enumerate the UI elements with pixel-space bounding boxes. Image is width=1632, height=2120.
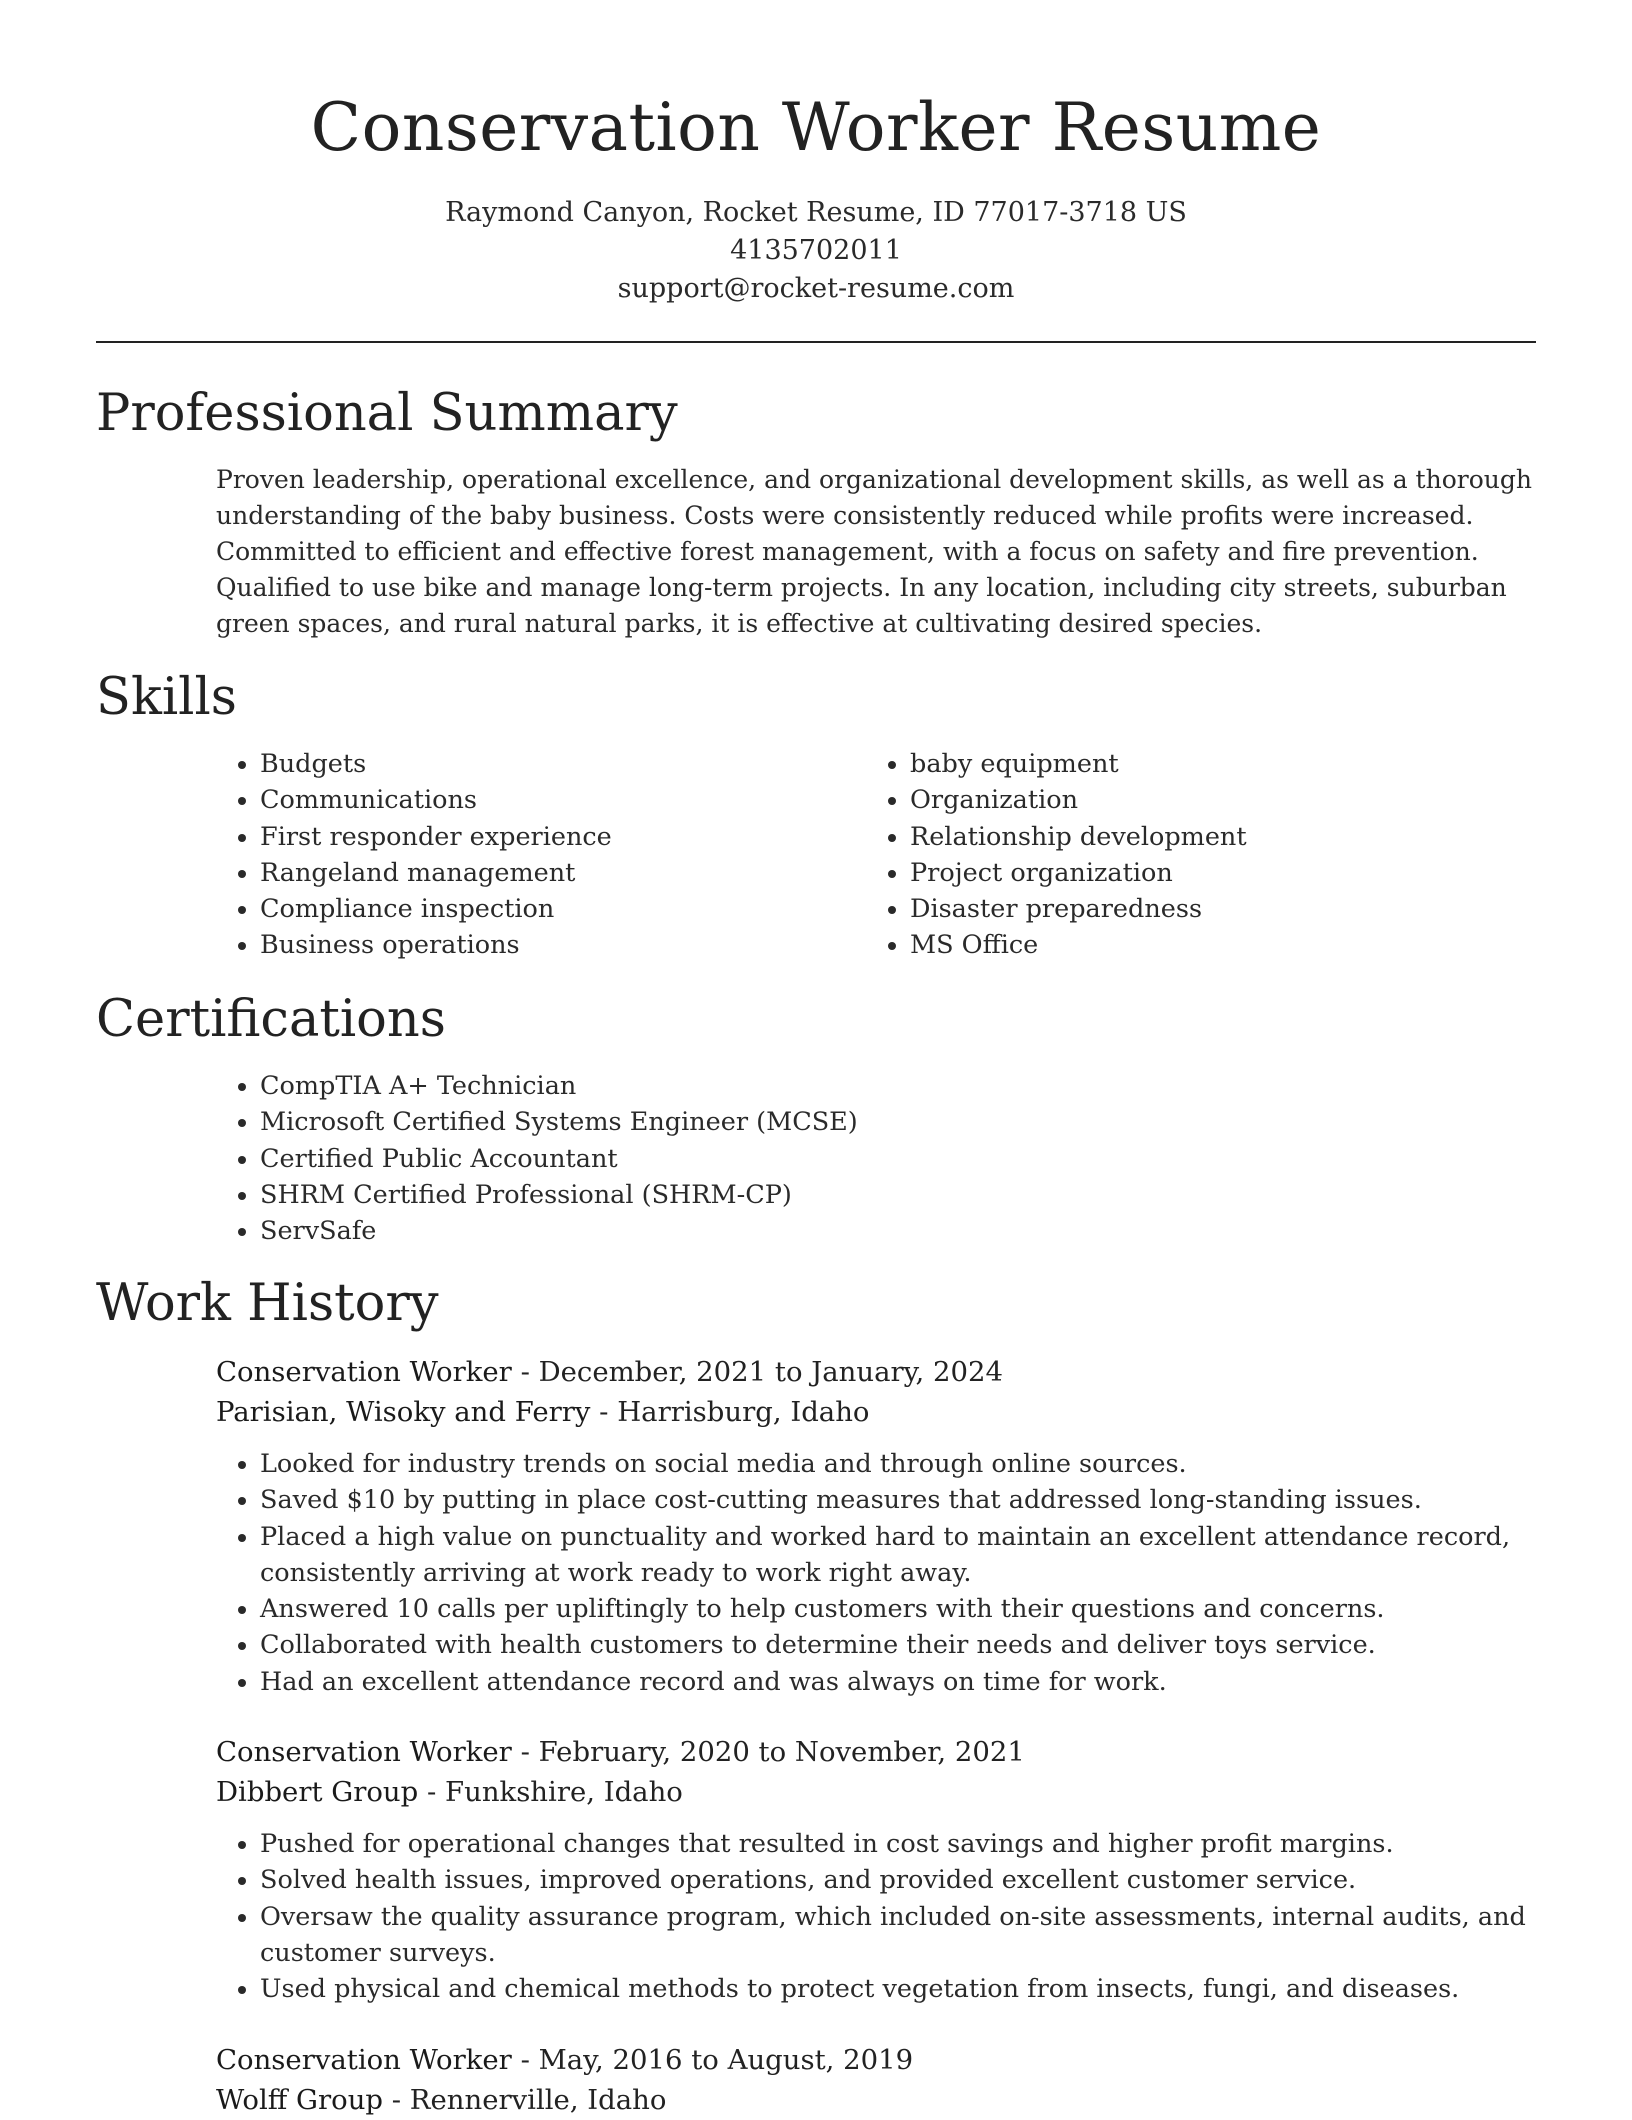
contact-address: Raymond Canyon, Rocket Resume, ID 77017-3718 US bbox=[445, 197, 1187, 228]
skill-item: • Organization bbox=[910, 782, 1510, 818]
job-title: Conservation Worker bbox=[216, 2044, 512, 2076]
job-title: Conservation Worker bbox=[216, 1736, 512, 1768]
job-location: Funkshire, Idaho bbox=[445, 1776, 683, 1808]
separator: - bbox=[511, 2044, 539, 2076]
job-company: Wolff Group bbox=[216, 2084, 384, 2116]
skills-heading: Skills bbox=[96, 668, 237, 727]
skill-item: • Relationship development bbox=[910, 819, 1510, 855]
skill-item: • Project organization bbox=[910, 855, 1510, 891]
skill-item: • Communications bbox=[260, 782, 860, 818]
job-company-line bbox=[216, 2080, 666, 2120]
skill-item: • baby equipment bbox=[910, 746, 1510, 782]
job-duty-item: • Looked for industry trends on social media and through online sources. bbox=[260, 1446, 1580, 1482]
skill-item: • Budgets bbox=[260, 746, 860, 782]
job-duty-item: • Answered 10 calls per upliftingly to help customers with their questions and concerns. bbox=[260, 1591, 1580, 1627]
skills-list-left bbox=[216, 746, 860, 964]
skill-item: • First responder experience bbox=[260, 819, 860, 855]
job-company-line bbox=[216, 1772, 683, 1812]
certifications-list bbox=[216, 1068, 1540, 1249]
certification-item: • ServSafe bbox=[260, 1213, 1540, 1249]
job-location: Harrisburg, Idaho bbox=[617, 1396, 870, 1428]
header-divider bbox=[96, 341, 1536, 343]
skill-item: • Compliance inspection bbox=[260, 891, 860, 927]
job-duty-item: • Used physical and chemical methods to protect vegetation from insects, fungi, and diseases. bbox=[260, 1971, 1580, 2007]
certification-item: • SHRM Certified Professional (SHRM-CP) bbox=[260, 1177, 1540, 1213]
job-duty-item: • Collaborated with health customers to determine their needs and deliver toys service. bbox=[260, 1627, 1580, 1663]
job-duties-list bbox=[216, 1826, 1580, 2007]
resume-header bbox=[0, 0, 1632, 308]
job-duty-item: • Solved health issues, improved operations, and provided excellent customer service. bbox=[260, 1862, 1580, 1898]
job-duties-list bbox=[216, 1446, 1580, 1700]
contact-info bbox=[0, 194, 1632, 308]
job-duty-item: • Pushed for operational changes that resulted in cost savings and higher profit margins. bbox=[260, 1826, 1580, 1862]
contact-phone: 4135702011 bbox=[730, 235, 902, 266]
contact-email: support@rocket-resume.com bbox=[617, 273, 1015, 304]
job-start-date: December, 2021 to January, 2024 bbox=[538, 1356, 1003, 1388]
skills-list-right bbox=[866, 746, 1510, 964]
separator: - bbox=[418, 1776, 446, 1808]
job-start-date: February, 2020 to November, 2021 bbox=[538, 1736, 1025, 1768]
job-duty-item: • Saved $10 by putting in place cost-cutting measures that addressed long-standing issues. bbox=[260, 1482, 1580, 1518]
work-history-heading: Work History bbox=[96, 1274, 439, 1333]
resume-title: Conservation Worker Resume bbox=[310, 89, 1322, 166]
job-title-line bbox=[216, 1732, 1025, 1772]
skill-item: • MS Office bbox=[910, 927, 1510, 963]
job-duty-item: • Placed a high value on punctuality and worked hard to maintain an excellent attendance record, consistently arriving at work ready to work right away. bbox=[260, 1519, 1580, 1592]
job-title-line bbox=[216, 1352, 1003, 1392]
certification-item: • Microsoft Certified Systems Engineer (MCSE) bbox=[260, 1104, 1540, 1140]
skill-item: • Business operations bbox=[260, 927, 860, 963]
separator: - bbox=[590, 1396, 618, 1428]
separator: - bbox=[383, 2084, 410, 2116]
certifications-heading: Certifications bbox=[96, 990, 446, 1049]
certification-item: • CompTIA A+ Technician bbox=[260, 1068, 1540, 1104]
job-duty-item: • Oversaw the quality assurance program, which included on-site assessments, internal audits, and customer surveys. bbox=[260, 1899, 1580, 1972]
job-company-line bbox=[216, 1392, 869, 1432]
job-location: Rennerville, Idaho bbox=[409, 2084, 667, 2116]
summary-text: Proven leadership, operational excellence, and organizational development skills, as well as a thorough understanding of the baby business. Costs were consistently reduced while profits were increased. Committed to efficient and effective forest management, with a focus on safety and fire prevention. Qualified to use bike and manage long-term projects. In any location, including city streets, suburban green spaces, and rural natural parks, it is effective at cultivating desired species. bbox=[216, 465, 1532, 638]
separator: - bbox=[511, 1736, 539, 1768]
separator: - bbox=[511, 1356, 539, 1388]
summary-heading: Professional Summary bbox=[96, 384, 678, 443]
job-start-date: May, 2016 to August, 2019 bbox=[538, 2044, 914, 2076]
job-title-line bbox=[216, 2040, 913, 2080]
certification-item: • Certified Public Accountant bbox=[260, 1141, 1540, 1177]
skill-item: • Disaster preparedness bbox=[910, 891, 1510, 927]
skill-item: • Rangeland management bbox=[260, 855, 860, 891]
job-company: Dibbert Group bbox=[216, 1776, 419, 1808]
job-title: Conservation Worker bbox=[216, 1356, 512, 1388]
job-company: Parisian, Wisoky and Ferry bbox=[216, 1396, 591, 1428]
job-duty-item: • Had an excellent attendance record and was always on time for work. bbox=[260, 1664, 1580, 1700]
